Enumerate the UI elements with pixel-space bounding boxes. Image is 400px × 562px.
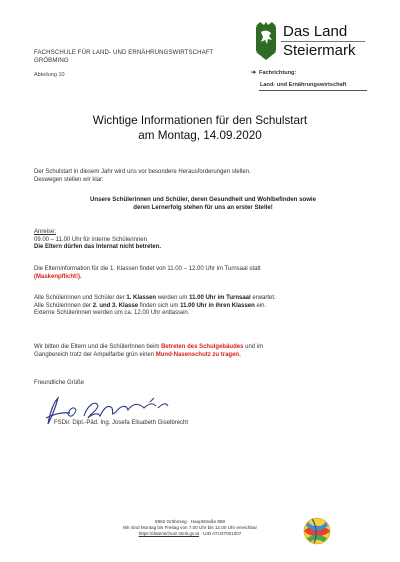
classes-line-3: Externe Schülerinnen werden um ca. 12.00 Uhr entlassen. <box>34 310 190 317</box>
school-name <box>34 49 213 64</box>
arrival-heading: Anreise: <box>34 229 57 235</box>
class-2-3-emphasis: 2. und 3. Klasse <box>92 302 139 309</box>
greeting: Freundliche Grüße <box>34 380 85 386</box>
fachrichtung-label: Fachrichtung: <box>259 70 297 76</box>
arrow-right-icon: ➔ <box>251 70 257 76</box>
intro-line-1: Der Schulstart in diesem Jahr wird uns vor besondere Herausforderungen stellen. <box>34 169 251 175</box>
steiermark-logo <box>255 22 365 66</box>
coat-of-arms-icon <box>255 22 277 62</box>
text-fragment: erwartet. <box>250 295 276 301</box>
logo-divider <box>281 41 365 42</box>
footer <box>70 519 310 537</box>
text-fragment: und im <box>243 344 264 350</box>
text-fragment: Wir bitten die Eltern und die SchülerInnen beim <box>34 344 162 350</box>
logo-line-2: Steiermark <box>283 42 356 59</box>
arrival-time: 09.00 – 11.00 Uhr für interne Schülerinnen <box>34 236 147 243</box>
request-paragraph <box>34 344 374 359</box>
fachrichtung-value: Land- und Ernährungswirtschaft <box>260 82 347 89</box>
fachrichtung-underline <box>259 90 367 91</box>
parent-info-line-1: Die Elterninformation für die 1. Klassen findet von 11.00 – 12.00 Uhr im Turnsaal statt <box>34 266 261 272</box>
request-line-1 <box>34 344 374 352</box>
footer-uid: · UID ATU37001007 <box>199 531 242 536</box>
document-title <box>0 113 400 143</box>
request-line-2 <box>34 352 374 360</box>
footer-hours: Wir sind Montag bis Freitag von 7.00 Uhr bis 12.00 Uhr erreichbar <box>122 525 258 530</box>
title-line-2: am Montag, 14.09.2020 <box>138 129 262 142</box>
classroom-time-emphasis: 11.00 Uhr in ihren Klassen <box>180 302 255 309</box>
text-fragment: finden sich um <box>138 302 181 309</box>
text-fragment: Alle Schülerinnen und Schüler der <box>34 295 127 301</box>
classes-line-2 <box>34 303 374 311</box>
privacy-link[interactable]: https://datenschutz.stmk.gv.at <box>138 531 200 536</box>
school-name-line-1: FACHSCHULE FÜR LAND- UND ERNÄHRUNGSWIRTSCHAFT <box>34 49 214 56</box>
classes-paragraph <box>34 295 374 318</box>
key-statement-line-2: deren Lernerfolg stehen für uns an erster Stelle! <box>133 203 273 211</box>
fachrichtung-block <box>251 70 346 89</box>
arrival-section <box>34 229 374 252</box>
text-fragment: ein. <box>254 302 267 309</box>
sports-ball-icon <box>302 516 332 546</box>
department-label: Abteilung 10 <box>34 72 65 78</box>
footer-links <box>70 531 310 537</box>
mask-requirement: (Maskenpflicht!). <box>34 273 82 280</box>
signer-name: FSDir. Dipl.-Päd. Ing. Josefa Elisabeth Giselbrecht <box>54 420 189 426</box>
key-statement-line-1: Unsere Schülerinnen und Schüler, deren Gesundheit und Wohlbefinden sowie <box>89 196 317 203</box>
footer-address: 8962 Gröbming · Hauptstraße 868 <box>155 519 225 524</box>
text-fragment: Gangbereich trotz der Ampelfarbe grün einen <box>34 351 156 358</box>
parent-info-paragraph <box>34 266 374 281</box>
building-entry-emphasis: Betreten des Schulgebäudes <box>161 344 244 350</box>
logo-line-1: Das Land <box>283 23 348 40</box>
intro-paragraph <box>34 169 374 184</box>
text-fragment: werden um <box>156 295 190 301</box>
mask-emphasis: Mund-Nasenschutz zu tragen. <box>155 351 241 358</box>
turnsaal-time-emphasis: 11.00 Uhr im Turnsaal <box>189 295 251 301</box>
class-1-emphasis: 1. Klassen <box>126 295 157 301</box>
intro-line-2: Deswegen stellen wir klar: <box>34 176 104 183</box>
arrival-notice: Die Eltern dürfen das Internat nicht betreten. <box>34 244 162 251</box>
text-fragment: Alle Schülerinnen der <box>34 302 93 309</box>
classes-line-1 <box>34 295 374 303</box>
school-name-line-2: GRÖBMING <box>34 56 69 64</box>
key-statement <box>34 196 372 212</box>
title-line-1: Wichtige Informationen für den Schulstart <box>92 114 308 127</box>
